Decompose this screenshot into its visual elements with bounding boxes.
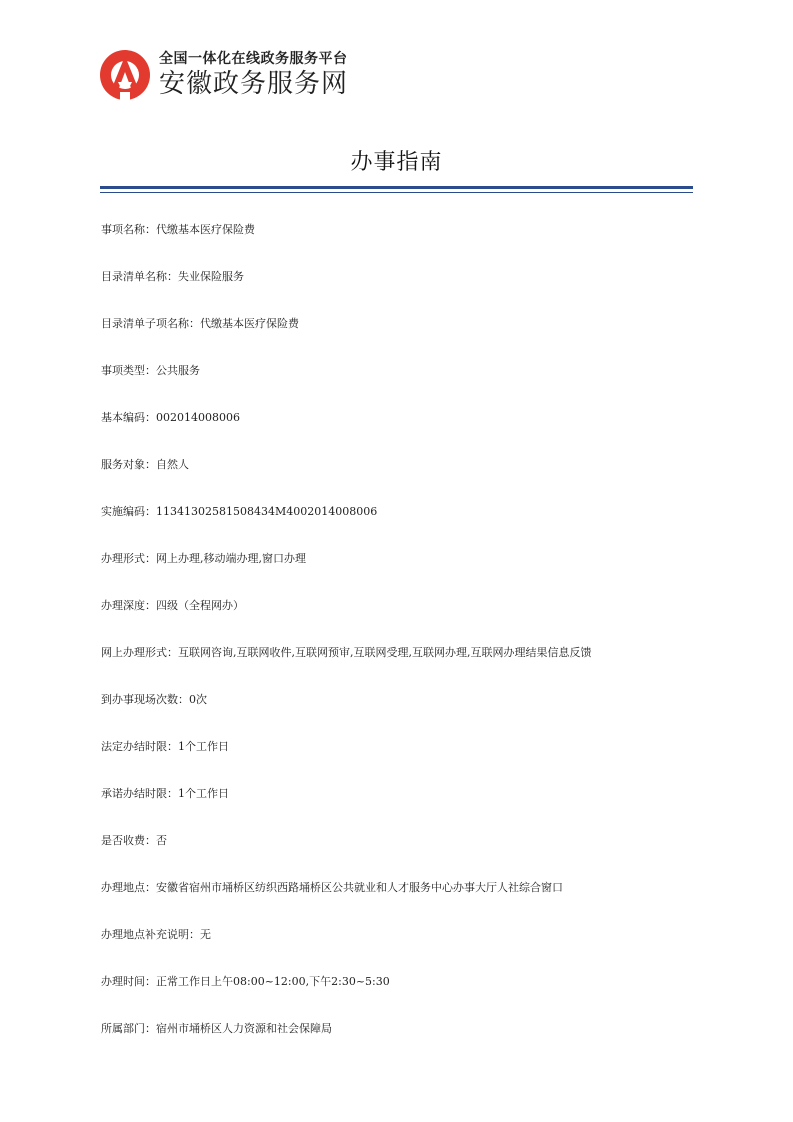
field-separator: ： [167, 646, 178, 659]
field-separator: ： [145, 223, 156, 236]
field-value: 1个工作日 [178, 740, 229, 753]
field-value: 无 [200, 928, 211, 941]
field-label: 办理地点补充说明 [101, 928, 189, 941]
field-label: 办理深度 [101, 599, 145, 612]
brand-subtitle: 全国一体化在线政务服务平台 [159, 51, 348, 67]
brand-header [98, 45, 348, 105]
field-separator: ： [167, 740, 178, 753]
field-label: 承诺办结时限 [101, 787, 167, 800]
guide-field-row [101, 832, 701, 879]
field-separator: ： [145, 834, 156, 847]
field-value: 失业保险服务 [178, 270, 244, 283]
field-value: 宿州市埇桥区人力资源和社会保障局 [156, 1022, 332, 1035]
field-label: 办理形式 [101, 552, 145, 565]
guide-field-row [101, 644, 701, 691]
field-separator: ： [167, 270, 178, 283]
guide-field-row [101, 785, 701, 832]
field-label: 基本编码 [101, 411, 145, 424]
guide-field-row [101, 550, 701, 597]
guide-field-row [101, 503, 701, 550]
field-value: 网上办理,移动端办理,窗口办理 [156, 552, 306, 565]
field-value: 正常工作日上午08:00~12:00,下午2:30~5:30 [156, 975, 390, 988]
field-label: 目录清单名称 [101, 270, 167, 283]
field-label: 是否收费 [101, 834, 145, 847]
field-separator: ： [145, 505, 156, 518]
field-separator: ： [189, 928, 200, 941]
brand-text [159, 50, 348, 100]
guide-field-row [101, 597, 701, 644]
brand-name: 安徽政务服务网 [159, 69, 349, 99]
guide-field-row [101, 409, 701, 456]
field-separator: ： [145, 364, 156, 377]
document-title: 办事指南 [350, 150, 443, 175]
field-label: 实施编码 [101, 505, 145, 518]
field-separator: ： [145, 411, 156, 424]
guide-field-row [101, 973, 701, 1020]
field-label: 法定办结时限 [101, 740, 167, 753]
field-label: 事项名称 [101, 223, 145, 236]
field-value: 0次 [189, 693, 207, 706]
field-label: 所属部门 [101, 1022, 145, 1035]
field-label: 办理地点 [101, 881, 145, 894]
field-separator: ： [145, 458, 156, 471]
brand-logo-icon [98, 48, 152, 102]
field-label: 办理时间 [101, 975, 145, 988]
field-value: 代缴基本医疗保险费 [156, 223, 255, 236]
field-separator: ： [189, 317, 200, 330]
guide-field-row [101, 691, 701, 738]
field-separator: ： [145, 599, 156, 612]
field-label: 事项类型 [101, 364, 145, 377]
guide-field-row [101, 926, 701, 973]
title-divider-thin [100, 192, 693, 193]
field-value: 否 [156, 834, 167, 847]
field-label: 服务对象 [101, 458, 145, 471]
field-value: 002014008006 [156, 411, 240, 424]
guide-field-row [101, 456, 701, 503]
guide-field-row [101, 738, 701, 785]
field-label: 到办事现场次数 [101, 693, 178, 706]
field-separator: ： [167, 787, 178, 800]
field-separator: ： [145, 881, 156, 894]
field-value: 互联网咨询,互联网收件,互联网预审,互联网受理,互联网办理,互联网办理结果信息反馈 [178, 646, 592, 659]
guide-field-row [101, 268, 701, 315]
field-separator: ： [145, 975, 156, 988]
field-separator: ： [145, 552, 156, 565]
field-separator: ： [145, 1022, 156, 1035]
guide-field-row [101, 362, 701, 409]
field-separator: ： [178, 693, 189, 706]
guide-field-list [101, 221, 701, 1067]
field-value: 11341302581508434M4002014008006 [156, 505, 378, 518]
guide-field-row [101, 879, 701, 926]
guide-field-row [101, 221, 701, 268]
guide-field-row [101, 1020, 701, 1067]
field-value: 自然人 [156, 458, 189, 471]
field-value: 公共服务 [156, 364, 200, 377]
field-value: 代缴基本医疗保险费 [200, 317, 299, 330]
field-value: 1个工作日 [178, 787, 229, 800]
field-label: 网上办理形式 [101, 646, 167, 659]
guide-field-row [101, 315, 701, 362]
title-divider-thick [100, 186, 693, 189]
field-value: 四级（全程网办） [156, 599, 244, 612]
field-label: 目录清单子项名称 [101, 317, 189, 330]
field-value: 安徽省宿州市埇桥区纺织西路埇桥区公共就业和人才服务中心办事大厅人社综合窗口 [156, 881, 563, 894]
